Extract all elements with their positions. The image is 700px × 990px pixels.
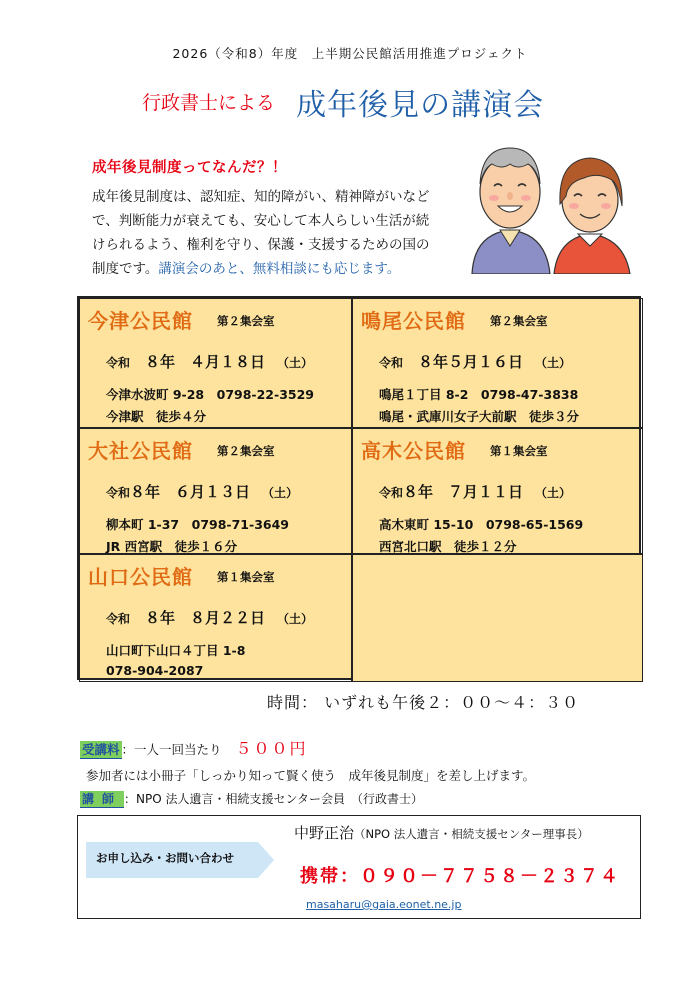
event-time: 時間： いずれも午後２：００～４：３０ xyxy=(267,693,580,712)
intro-text xyxy=(92,185,442,281)
elderly-couple-illustration xyxy=(462,134,638,274)
venue-dow: （土） xyxy=(277,356,314,370)
venue-access: 鳴尾・武庫川女子大前駅 徒歩３分 xyxy=(379,409,580,424)
inquiry-label: お申し込み・お問い合わせ xyxy=(96,851,234,865)
venue-name: 大社公民館 xyxy=(88,439,193,463)
venue-cell-oyashiro xyxy=(79,428,352,554)
venue-dow: （土） xyxy=(535,486,572,500)
venue-name: 高木公民館 xyxy=(361,439,466,463)
intro-body: 成年後見制度は、認知症、知的障がい、精神障がいなどで、判断能力が衰えても、安心して本人らしい生活が続けられるよう、権利を守り、保護・支援するための国の制度です。 xyxy=(92,189,430,277)
venue-date-value: ８年５月１６日 xyxy=(418,353,524,371)
venue-dow: （土） xyxy=(277,612,314,626)
contact-phone: 携帯：０９０－７７５８－２３７４ xyxy=(300,866,620,887)
fee-label: 受講料 xyxy=(82,742,120,757)
venue-cell-naruo xyxy=(352,298,643,428)
venue-date xyxy=(379,481,571,502)
intro-heading: 成年後見制度ってなんだ？！ xyxy=(92,160,287,176)
venue-table xyxy=(77,296,641,680)
lecturer-row xyxy=(80,790,423,807)
venue-name: 山口公民館 xyxy=(88,565,193,589)
contact-box xyxy=(77,815,641,919)
fee-desc: ：一人一回当たり xyxy=(121,742,222,757)
contact-person: 中野正治 xyxy=(294,824,355,842)
venue-room: 第２集会室 xyxy=(217,444,275,458)
venue-room: 第２集会室 xyxy=(490,314,548,328)
project-header: 2026（令和8）年度 上半期公民館活用推進プロジェクト xyxy=(172,46,528,61)
venue-name: 鳴尾公民館 xyxy=(361,309,466,333)
venue-room: 第１集会室 xyxy=(490,444,548,458)
intro-note: 講演会のあと、無料相談にも応じます。 xyxy=(158,261,401,277)
venue-date-value: ８年 ７月１１日 xyxy=(403,483,524,501)
venue-dow: （土） xyxy=(262,486,299,500)
title-small: 行政書士による xyxy=(142,92,276,114)
venue-room: 第２集会室 xyxy=(217,314,275,328)
venue-era: 令和 xyxy=(379,356,404,370)
venue-cell-takagi xyxy=(352,428,643,554)
inquiry-tag xyxy=(86,842,276,882)
venue-cell-imazu xyxy=(79,298,352,428)
venue-address: 柳本町 1-37 0798-71-3649 xyxy=(106,517,289,532)
fee-value: ５００円 xyxy=(235,739,308,758)
venue-era: 令和 xyxy=(379,486,404,500)
venue-date xyxy=(379,351,571,372)
event-title xyxy=(142,80,544,124)
venue-cell-empty xyxy=(352,554,643,682)
venue-date xyxy=(106,607,313,628)
venue-date xyxy=(106,481,298,502)
contact-title: （NPO 法人遺言・相続支援センター理事長） xyxy=(354,827,589,841)
venue-era: 令和 xyxy=(106,356,131,370)
fee-row xyxy=(80,736,308,759)
venue-era: 令和 xyxy=(106,486,131,500)
venue-date-value: ８年 ４月１８日 xyxy=(145,353,266,371)
venue-address: 高木東町 15-10 0798-65-1569 xyxy=(379,517,584,532)
venue-access: JR 西宮駅 徒歩１６分 xyxy=(106,539,238,554)
venue-phone: 078-904-2087 xyxy=(106,663,204,678)
venue-name: 今津公民館 xyxy=(88,309,193,333)
venue-address: 山口町下山口４丁目 1-8 xyxy=(106,643,246,658)
venue-date xyxy=(106,351,313,372)
venue-date-value: ８年 ６月１３日 xyxy=(130,483,251,501)
contact-email-link[interactable]: masaharu@gaia.eonet.ne.jp xyxy=(306,898,462,911)
venue-date-value: ８年 ８月２２日 xyxy=(145,609,266,627)
venue-room: 第１集会室 xyxy=(217,570,275,584)
venue-address: 鳴尾１丁目 8-2 0798-47-3838 xyxy=(379,387,579,402)
venue-access: 今津駅 徒歩４分 xyxy=(106,409,207,424)
booklet-note: 参加者には小冊子「しっかり知って賢く使う 成年後見制度」を差し上げます。 xyxy=(86,768,536,783)
lecturer-label: 講師 xyxy=(82,792,123,806)
venue-access: 西宮北口駅 徒歩１２分 xyxy=(379,539,517,554)
venue-era: 令和 xyxy=(106,612,131,626)
venue-cell-yamaguchi xyxy=(79,554,352,682)
venue-address: 今津水波町 9-28 0798-22-3529 xyxy=(106,387,314,402)
title-main: 成年後見の講演会 xyxy=(296,88,545,123)
venue-dow: （土） xyxy=(535,356,572,370)
lecturer-desc: ：NPO 法人遺言・相続支援センター会員 （行政書士） xyxy=(124,792,424,806)
contact-name xyxy=(294,822,589,843)
